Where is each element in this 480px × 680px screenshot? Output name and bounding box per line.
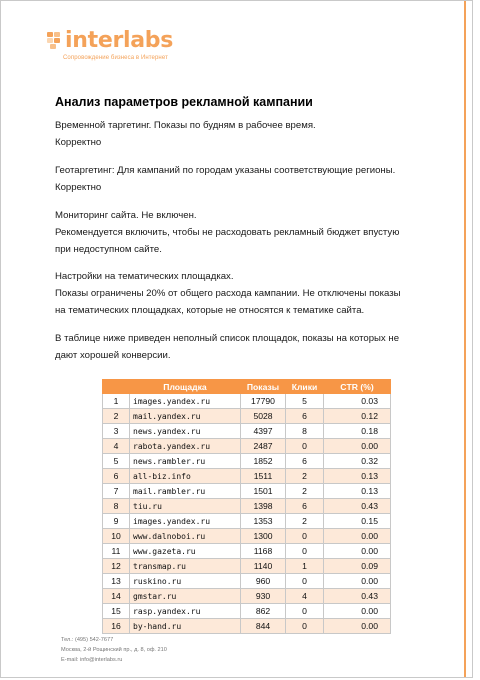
cell-shows: 1511 [241, 469, 286, 484]
paragraph-line: Настройки на тематических площадках. [55, 271, 234, 282]
cell-site: gmstar.ru [130, 589, 241, 604]
paragraph-line: Показы ограничены 20% от общего расхода кампании. Не отключены показы [55, 288, 401, 299]
table-row [103, 409, 391, 424]
sites-table [102, 379, 391, 634]
header-cell-ctr: CTR (%) [324, 380, 391, 394]
cell-index: 11 [103, 544, 130, 559]
logo-tagline: Сопровождение бизнеса в Интернет [63, 55, 168, 61]
paragraph-line: на тематических площадках, которые не относятся к тематике сайта. [55, 305, 365, 316]
cell-site: images.yandex.ru [130, 394, 241, 409]
table-row [103, 499, 391, 514]
table-row [103, 589, 391, 604]
cell-index: 8 [103, 499, 130, 514]
cell-ctr: 0.43 [324, 589, 391, 604]
cell-shows: 17790 [241, 394, 286, 409]
cell-index: 10 [103, 529, 130, 544]
table-row [103, 484, 391, 499]
cell-shows: 844 [241, 619, 286, 634]
cell-site: news.yandex.ru [130, 424, 241, 439]
cell-ctr: 0.00 [324, 574, 391, 589]
cell-shows: 1398 [241, 499, 286, 514]
cell-index: 5 [103, 454, 130, 469]
cell-clicks: 8 [286, 424, 324, 439]
cell-site: tiu.ru [130, 499, 241, 514]
paragraph-line: дают хорошей конверсии. [55, 350, 171, 361]
cell-index: 14 [103, 589, 130, 604]
cell-index: 12 [103, 559, 130, 574]
cell-site: news.rambler.ru [130, 454, 241, 469]
cell-ctr: 0.00 [324, 619, 391, 634]
cell-ctr: 0.00 [324, 604, 391, 619]
header-cell-shows: Показы [241, 380, 286, 394]
paragraph-thematic-sites [55, 268, 425, 319]
header-cell-clicks: Клики [286, 380, 324, 394]
cell-site: rasp.yandex.ru [130, 604, 241, 619]
cell-clicks: 0 [286, 529, 324, 544]
paragraph-line: Рекомендуется включить, чтобы не расходовать рекламный бюджет впустую [55, 227, 400, 238]
table-row [103, 424, 391, 439]
cell-index: 16 [103, 619, 130, 634]
cell-ctr: 0.13 [324, 469, 391, 484]
cell-shows: 1140 [241, 559, 286, 574]
paragraph-time-targeting [55, 117, 425, 151]
cell-shows: 2487 [241, 439, 286, 454]
cell-ctr: 0.09 [324, 559, 391, 574]
cell-ctr: 0.32 [324, 454, 391, 469]
paragraph-table-intro [55, 330, 425, 364]
cell-shows: 1300 [241, 529, 286, 544]
table-row [103, 574, 391, 589]
cell-clicks: 4 [286, 589, 324, 604]
cell-ctr: 0.12 [324, 409, 391, 424]
cell-site: ruskino.ru [130, 574, 241, 589]
cell-clicks: 0 [286, 604, 324, 619]
cell-ctr: 0.00 [324, 529, 391, 544]
cell-shows: 4397 [241, 424, 286, 439]
cell-index: 15 [103, 604, 130, 619]
cell-index: 7 [103, 484, 130, 499]
table-row [103, 619, 391, 634]
cell-shows: 5028 [241, 409, 286, 424]
cell-shows: 1501 [241, 484, 286, 499]
cell-site: transmap.ru [130, 559, 241, 574]
cell-shows: 960 [241, 574, 286, 589]
cell-clicks: 0 [286, 544, 324, 559]
cell-clicks: 6 [286, 499, 324, 514]
cell-ctr: 0.43 [324, 499, 391, 514]
cell-ctr: 0.00 [324, 439, 391, 454]
cell-clicks: 0 [286, 439, 324, 454]
cell-shows: 862 [241, 604, 286, 619]
cell-ctr: 0.13 [324, 484, 391, 499]
cell-shows: 930 [241, 589, 286, 604]
cell-ctr: 0.00 [324, 544, 391, 559]
cell-clicks: 1 [286, 559, 324, 574]
cell-site: www.gazeta.ru [130, 544, 241, 559]
paragraph-line: Мониторинг сайта. Не включен. [55, 210, 197, 221]
paragraph-site-monitoring [55, 207, 425, 258]
cell-clicks: 6 [286, 454, 324, 469]
paragraph-geo-targeting [55, 162, 425, 196]
paragraph-line: Геотаргетинг: Для кампаний по городам указаны соответствующие регионы. [55, 165, 396, 176]
cell-ctr: 0.03 [324, 394, 391, 409]
cell-clicks: 0 [286, 619, 324, 634]
cell-clicks: 2 [286, 514, 324, 529]
cell-clicks: 6 [286, 409, 324, 424]
interlabs-logo [47, 30, 173, 52]
footer-contacts [61, 635, 167, 665]
table-row [103, 514, 391, 529]
cell-clicks: 2 [286, 469, 324, 484]
table-row [103, 439, 391, 454]
cell-ctr: 0.18 [324, 424, 391, 439]
table-row [103, 469, 391, 484]
document-title: Анализ параметров рекламной кампании [55, 95, 313, 109]
table-row [103, 559, 391, 574]
cell-index: 13 [103, 574, 130, 589]
cell-index: 2 [103, 409, 130, 424]
cell-index: 1 [103, 394, 130, 409]
cell-ctr: 0.15 [324, 514, 391, 529]
cell-index: 4 [103, 439, 130, 454]
cell-site: mail.yandex.ru [130, 409, 241, 424]
cell-site: all-biz.info [130, 469, 241, 484]
logo-wordmark: interlabs [65, 28, 174, 53]
table-row [103, 454, 391, 469]
footer-phone: Тел.: (495) 542-7677 [61, 637, 114, 643]
table-row [103, 604, 391, 619]
table-body [103, 394, 391, 634]
footer-email: E-mail: info@interlabs.ru [61, 657, 123, 663]
table-row [103, 529, 391, 544]
cell-site: mail.rambler.ru [130, 484, 241, 499]
paragraph-line: Временной таргетинг. Показы по будням в рабочее время. [55, 120, 316, 131]
paragraph-line: при недоступном сайте. [55, 244, 162, 255]
cell-site: images.yandex.ru [130, 514, 241, 529]
cell-index: 9 [103, 514, 130, 529]
table-header-row [103, 380, 391, 394]
cell-shows: 1353 [241, 514, 286, 529]
cell-clicks: 5 [286, 394, 324, 409]
page-accent-rule [464, 1, 466, 677]
paragraph-line: Корректно [55, 137, 102, 148]
cell-clicks: 0 [286, 574, 324, 589]
cell-shows: 1852 [241, 454, 286, 469]
paragraph-line: В таблице ниже приведен неполный список площадок, показы на которых не [55, 333, 400, 344]
footer-address: Москва, 2-й Рощинский пр., д. 8, оф. 210 [61, 647, 167, 653]
cell-site: www.dalnoboi.ru [130, 529, 241, 544]
header-cell-index [103, 380, 130, 394]
header-cell-site: Площадка [130, 380, 241, 394]
table-row [103, 544, 391, 559]
logo-mark-icon [47, 32, 63, 50]
cell-clicks: 2 [286, 484, 324, 499]
cell-index: 3 [103, 424, 130, 439]
cell-site: rabota.yandex.ru [130, 439, 241, 454]
cell-shows: 1168 [241, 544, 286, 559]
cell-site: by-hand.ru [130, 619, 241, 634]
table-row [103, 394, 391, 409]
paragraph-line: Корректно [55, 182, 102, 193]
cell-index: 6 [103, 469, 130, 484]
